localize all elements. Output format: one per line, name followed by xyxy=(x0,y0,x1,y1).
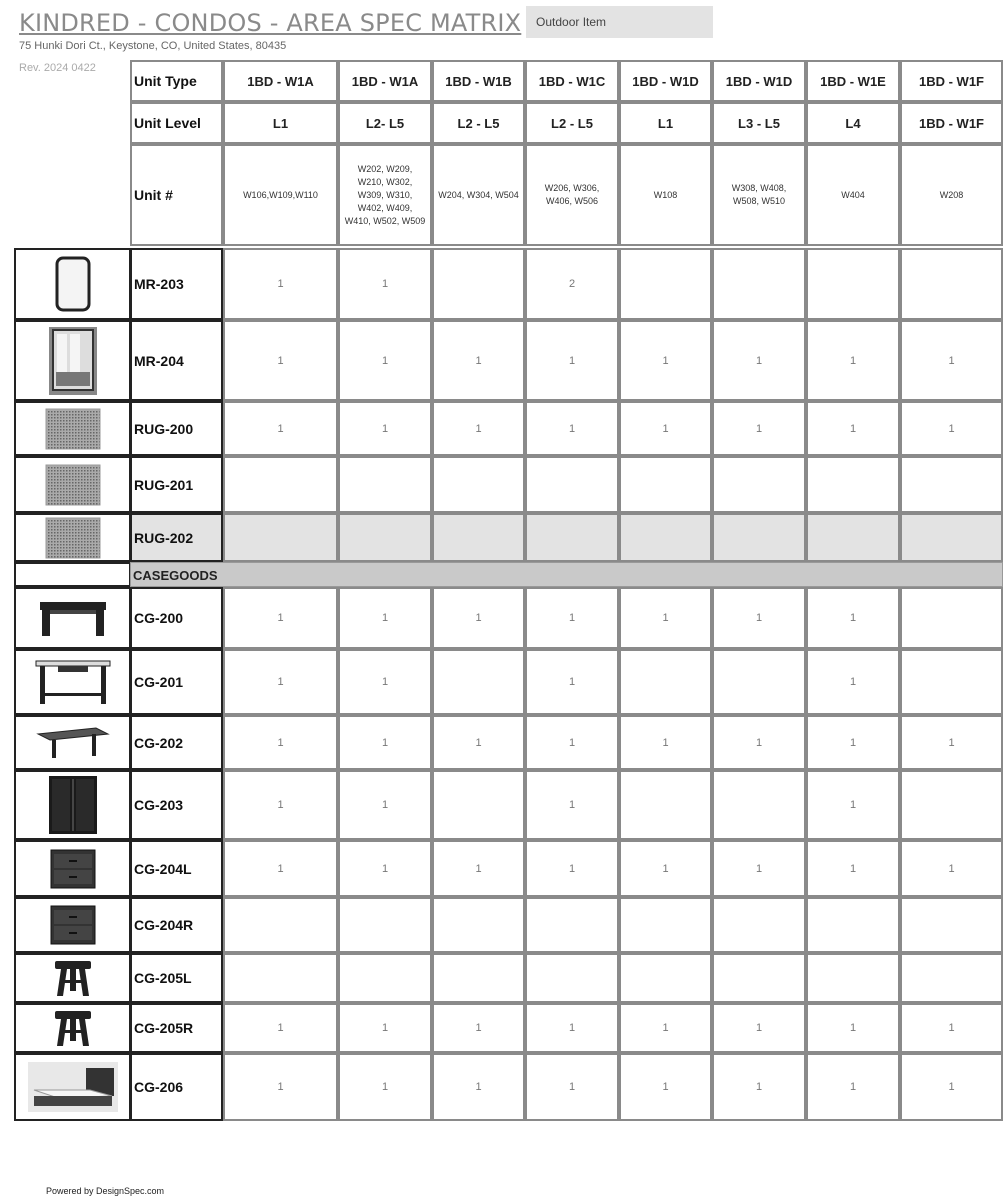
quantity-cell[interactable] xyxy=(806,456,900,513)
stool-icon xyxy=(53,958,93,998)
product-image-cell xyxy=(14,248,131,320)
quantity-cell[interactable]: 1 xyxy=(525,840,619,897)
quantity-cell[interactable]: 1 xyxy=(806,840,900,897)
unit-level-cell: L2- L5 xyxy=(338,102,432,144)
quantity-cell[interactable]: 1 xyxy=(712,320,806,401)
revision-label: Rev. 2024 0422 xyxy=(19,62,96,74)
quantity-cell[interactable]: 1 xyxy=(432,715,525,770)
product-image-cell xyxy=(14,953,131,1003)
quantity-cell[interactable] xyxy=(900,456,1003,513)
product-image-cell xyxy=(14,513,131,562)
quantity-cell[interactable]: 1 xyxy=(900,715,1003,770)
quantity-cell[interactable]: 1 xyxy=(525,401,619,456)
quantity-cell[interactable]: 1 xyxy=(619,401,712,456)
unit-level-cell: L3 - L5 xyxy=(712,102,806,144)
product-image-cell xyxy=(14,587,131,649)
wardrobe-icon xyxy=(48,775,98,835)
unit-number-cell: W308, W408, W508, W510 xyxy=(712,144,806,246)
product-image-cell xyxy=(14,897,131,953)
quantity-cell[interactable] xyxy=(432,770,525,840)
quantity-cell[interactable]: 1 xyxy=(338,1053,432,1121)
unit-type-cell: 1BD - W1A xyxy=(338,60,432,102)
quantity-cell[interactable]: 1 xyxy=(806,587,900,649)
unit-number-cell: W202, W209, W210, W302, W309, W310, W402, W409, W410, W502, W509 xyxy=(338,144,432,246)
quantity-cell[interactable]: 1 xyxy=(525,649,619,715)
quantity-cell[interactable]: 1 xyxy=(525,320,619,401)
mirror-rounded-icon xyxy=(55,256,91,312)
quantity-cell[interactable] xyxy=(432,649,525,715)
quantity-cell[interactable]: 1 xyxy=(900,1003,1003,1053)
quantity-cell[interactable]: 1 xyxy=(432,320,525,401)
quantity-cell[interactable]: 1 xyxy=(338,248,432,320)
quantity-cell[interactable]: 1 xyxy=(223,401,338,456)
unit-level-cell: L2 - L5 xyxy=(525,102,619,144)
quantity-cell[interactable]: 1 xyxy=(223,770,338,840)
unit-number-cell: W208 xyxy=(900,144,1003,246)
quantity-cell[interactable] xyxy=(432,953,525,1003)
quantity-cell[interactable]: 1 xyxy=(432,840,525,897)
quantity-cell[interactable] xyxy=(712,248,806,320)
quantity-cell[interactable]: 1 xyxy=(525,770,619,840)
footer-credit[interactable]: Powered by DesignSpec.com xyxy=(46,1186,165,1196)
rug-icon xyxy=(45,464,101,506)
quantity-cell[interactable] xyxy=(712,649,806,715)
product-image-cell xyxy=(14,401,131,456)
quantity-cell[interactable]: 1 xyxy=(806,320,900,401)
product-image-cell xyxy=(14,456,131,513)
item-code-label[interactable]: RUG-200 xyxy=(130,401,223,456)
rug-icon xyxy=(45,517,101,559)
project-address: 75 Hunki Dori Ct., Keystone, CO, United States, 80435 xyxy=(19,40,287,52)
quantity-cell[interactable]: 1 xyxy=(338,840,432,897)
quantity-cell[interactable]: 1 xyxy=(338,649,432,715)
item-code-label[interactable]: MR-204 xyxy=(130,320,223,401)
item-code-label[interactable]: RUG-202 xyxy=(130,513,223,562)
quantity-cell[interactable] xyxy=(806,513,900,562)
quantity-cell[interactable] xyxy=(223,513,338,562)
unit-number-label: Unit # xyxy=(130,144,223,246)
quantity-cell[interactable] xyxy=(525,513,619,562)
quantity-cell[interactable] xyxy=(619,513,712,562)
item-code-label[interactable]: CG-201 xyxy=(130,649,223,715)
quantity-cell[interactable] xyxy=(619,770,712,840)
quantity-cell[interactable] xyxy=(712,456,806,513)
console-table-icon xyxy=(38,598,108,638)
quantity-cell[interactable]: 1 xyxy=(432,401,525,456)
unit-type-cell: 1BD - W1B xyxy=(432,60,525,102)
quantity-cell[interactable]: 1 xyxy=(806,1053,900,1121)
unit-type-cell: 1BD - W1D xyxy=(712,60,806,102)
desk-icon xyxy=(34,657,112,707)
quantity-cell[interactable]: 1 xyxy=(900,320,1003,401)
quantity-cell[interactable]: 1 xyxy=(712,715,806,770)
unit-type-label: Unit Type xyxy=(130,60,223,102)
quantity-cell[interactable]: 1 xyxy=(338,401,432,456)
quantity-cell[interactable]: 1 xyxy=(900,840,1003,897)
unit-number-cell: W404 xyxy=(806,144,900,246)
stool-icon xyxy=(53,1008,93,1048)
quantity-cell[interactable]: 1 xyxy=(806,401,900,456)
item-code-label[interactable]: CG-203 xyxy=(130,770,223,840)
quantity-cell[interactable] xyxy=(806,248,900,320)
unit-level-cell: 1BD - W1F xyxy=(900,102,1003,144)
quantity-cell[interactable]: 1 xyxy=(223,248,338,320)
unit-type-cell: 1BD - W1D xyxy=(619,60,712,102)
unit-number-cell: W204, W304, W504 xyxy=(432,144,525,246)
section-casegoods: CASEGOODS xyxy=(130,562,1003,587)
quantity-cell[interactable]: 1 xyxy=(712,1053,806,1121)
quantity-cell[interactable]: 1 xyxy=(223,715,338,770)
quantity-cell[interactable] xyxy=(900,649,1003,715)
item-code-label[interactable]: RUG-201 xyxy=(130,456,223,513)
quantity-cell[interactable]: 1 xyxy=(619,587,712,649)
section-image-cell xyxy=(14,562,131,587)
quantity-cell[interactable]: 1 xyxy=(338,715,432,770)
quantity-cell[interactable]: 1 xyxy=(806,1003,900,1053)
unit-type-cell: 1BD - W1E xyxy=(806,60,900,102)
quantity-cell[interactable]: 1 xyxy=(223,649,338,715)
quantity-cell[interactable] xyxy=(223,897,338,953)
quantity-cell[interactable]: 1 xyxy=(712,401,806,456)
quantity-cell[interactable]: 1 xyxy=(619,840,712,897)
unit-number-cell: W106,W109,W110 xyxy=(223,144,338,246)
rug-icon xyxy=(45,408,101,450)
unit-level-cell: L1 xyxy=(223,102,338,144)
quantity-cell[interactable]: 1 xyxy=(223,320,338,401)
quantity-cell[interactable]: 1 xyxy=(338,320,432,401)
unit-type-cell: 1BD - W1A xyxy=(223,60,338,102)
quantity-cell[interactable] xyxy=(432,456,525,513)
item-code-label[interactable]: CG-206 xyxy=(130,1053,223,1121)
quantity-cell[interactable] xyxy=(338,897,432,953)
unit-type-cell: 1BD - W1C xyxy=(525,60,619,102)
quantity-cell[interactable] xyxy=(338,953,432,1003)
quantity-cell[interactable] xyxy=(525,456,619,513)
quantity-cell[interactable] xyxy=(806,897,900,953)
quantity-cell[interactable] xyxy=(338,513,432,562)
quantity-cell[interactable]: 1 xyxy=(525,587,619,649)
quantity-cell[interactable]: 1 xyxy=(806,649,900,715)
quantity-cell[interactable] xyxy=(619,456,712,513)
quantity-cell[interactable]: 1 xyxy=(338,770,432,840)
quantity-cell[interactable]: 1 xyxy=(619,715,712,770)
quantity-cell[interactable] xyxy=(432,248,525,320)
quantity-cell[interactable]: 2 xyxy=(525,248,619,320)
item-code-label[interactable]: CG-200 xyxy=(130,587,223,649)
item-code-label[interactable]: MR-203 xyxy=(130,248,223,320)
quantity-cell[interactable] xyxy=(712,770,806,840)
unit-level-cell: L2 - L5 xyxy=(432,102,525,144)
quantity-cell[interactable] xyxy=(432,897,525,953)
quantity-cell[interactable] xyxy=(619,953,712,1003)
quantity-cell[interactable]: 1 xyxy=(223,1003,338,1053)
quantity-cell[interactable]: 1 xyxy=(223,840,338,897)
outdoor-item-legend: Outdoor Item xyxy=(526,6,713,38)
quantity-cell[interactable] xyxy=(525,897,619,953)
quantity-cell[interactable]: 1 xyxy=(619,1003,712,1053)
page-title: KINDRED - CONDOS - AREA SPEC MATRIX xyxy=(19,9,522,37)
quantity-cell[interactable]: 1 xyxy=(223,1053,338,1121)
quantity-cell[interactable] xyxy=(223,953,338,1003)
quantity-cell[interactable] xyxy=(619,649,712,715)
quantity-cell[interactable]: 1 xyxy=(619,320,712,401)
unit-number-cell: W108 xyxy=(619,144,712,246)
quantity-cell[interactable]: 1 xyxy=(712,840,806,897)
quantity-cell[interactable]: 1 xyxy=(338,1003,432,1053)
quantity-cell[interactable]: 1 xyxy=(900,401,1003,456)
quantity-cell[interactable] xyxy=(338,456,432,513)
quantity-cell[interactable] xyxy=(900,770,1003,840)
bed-icon xyxy=(28,1062,118,1112)
quantity-cell[interactable] xyxy=(806,953,900,1003)
nightstand-icon xyxy=(49,904,97,946)
product-image-cell xyxy=(14,840,131,897)
product-image-cell xyxy=(14,1053,131,1121)
quantity-cell[interactable] xyxy=(900,897,1003,953)
quantity-cell[interactable]: 1 xyxy=(432,1053,525,1121)
item-code-label[interactable]: CG-202 xyxy=(130,715,223,770)
quantity-cell[interactable] xyxy=(432,513,525,562)
unit-level-label: Unit Level xyxy=(130,102,223,144)
quantity-cell[interactable]: 1 xyxy=(712,587,806,649)
quantity-cell[interactable]: 1 xyxy=(223,587,338,649)
unit-level-cell: L1 xyxy=(619,102,712,144)
product-image-cell xyxy=(14,320,131,401)
quantity-cell[interactable]: 1 xyxy=(525,1053,619,1121)
unit-level-cell: L4 xyxy=(806,102,900,144)
quantity-cell[interactable] xyxy=(900,513,1003,562)
item-code-label[interactable]: CG-204R xyxy=(130,897,223,953)
quantity-cell[interactable] xyxy=(525,953,619,1003)
quantity-cell[interactable]: 1 xyxy=(525,1003,619,1053)
floor-mirror-icon xyxy=(48,326,98,396)
dining-table-icon xyxy=(36,726,110,760)
quantity-cell[interactable] xyxy=(712,897,806,953)
quantity-cell[interactable] xyxy=(223,456,338,513)
quantity-cell[interactable] xyxy=(900,953,1003,1003)
quantity-cell[interactable]: 1 xyxy=(806,715,900,770)
quantity-cell[interactable]: 1 xyxy=(338,587,432,649)
quantity-cell[interactable] xyxy=(900,587,1003,649)
item-code-label[interactable]: CG-205L xyxy=(130,953,223,1003)
quantity-cell[interactable]: 1 xyxy=(432,587,525,649)
quantity-cell[interactable] xyxy=(900,248,1003,320)
nightstand-icon xyxy=(49,848,97,890)
item-code-label[interactable]: CG-204L xyxy=(130,840,223,897)
quantity-cell[interactable] xyxy=(619,897,712,953)
quantity-cell[interactable]: 1 xyxy=(619,1053,712,1121)
product-image-cell xyxy=(14,649,131,715)
product-image-cell xyxy=(14,715,131,770)
product-image-cell xyxy=(14,770,131,840)
quantity-cell[interactable] xyxy=(619,248,712,320)
quantity-cell[interactable] xyxy=(712,953,806,1003)
unit-number-cell: W206, W306, W406, W506 xyxy=(525,144,619,246)
quantity-cell[interactable] xyxy=(712,513,806,562)
quantity-cell[interactable]: 1 xyxy=(712,1003,806,1053)
quantity-cell[interactable]: 1 xyxy=(900,1053,1003,1121)
product-image-cell xyxy=(14,1003,131,1053)
item-code-label[interactable]: CG-205R xyxy=(130,1003,223,1053)
quantity-cell[interactable]: 1 xyxy=(432,1003,525,1053)
unit-type-cell: 1BD - W1F xyxy=(900,60,1003,102)
quantity-cell[interactable]: 1 xyxy=(806,770,900,840)
quantity-cell[interactable]: 1 xyxy=(525,715,619,770)
